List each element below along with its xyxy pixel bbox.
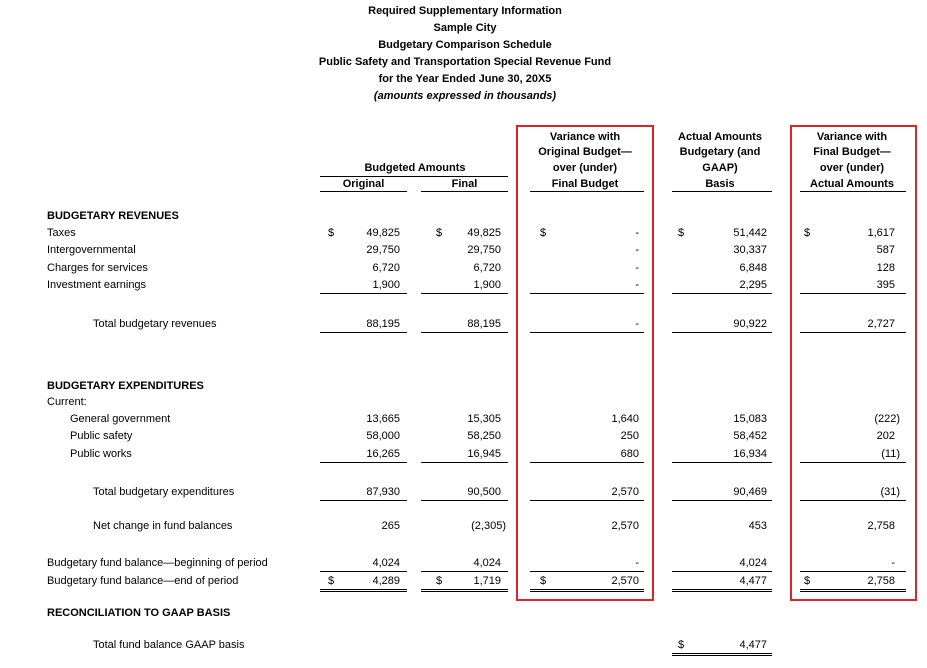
cell-fbbegin-original: 4,024 xyxy=(372,557,400,569)
row-label-public-works: Public works xyxy=(70,448,132,460)
dollar-sign: $ xyxy=(678,639,685,651)
variance-original-header-2: Original Budget— xyxy=(538,146,632,158)
cell-gengov-actual: 15,083 xyxy=(733,413,767,425)
cell-intergov-variance-final: 587 xyxy=(876,244,895,256)
variance-final-header-1: Variance with xyxy=(816,131,888,143)
cell-pubsafety-variance-final: 202 xyxy=(876,430,895,442)
cell-pubsafety-final: 58,250 xyxy=(467,430,501,442)
section-budgetary-revenues: BUDGETARY REVENUES xyxy=(47,210,179,222)
cell-fbend-final: 1,719 xyxy=(473,575,501,587)
actual-header-1: Actual Amounts xyxy=(678,131,762,143)
dollar-sign: $ xyxy=(436,575,443,587)
cell-intergov-variance-original: - xyxy=(635,244,639,256)
budgeted-amounts-header: Budgeted Amounts xyxy=(364,162,466,174)
actual-header-4: Basis xyxy=(705,178,735,190)
cell-pubworks-variance-original: 680 xyxy=(620,448,639,460)
cell-intergov-original: 29,750 xyxy=(366,244,400,256)
cell-invest-actual: 2,295 xyxy=(739,279,767,291)
row-label-investment: Investment earnings xyxy=(47,279,147,291)
cell-charges-actual: 6,848 xyxy=(739,262,767,274)
cell-pubworks-original: 16,265 xyxy=(366,448,400,460)
original-header: Original xyxy=(342,178,385,190)
cell-intergov-actual: 30,337 xyxy=(733,244,767,256)
cell-netchange-final: (2,305) xyxy=(471,520,506,532)
row-label-total-expenditures: Total budgetary expenditures xyxy=(93,486,235,498)
cell-totalrev-variance-final: 2,727 xyxy=(867,318,895,330)
cell-intergov-final: 29,750 xyxy=(467,244,501,256)
cell-gaap-actual: 4,477 xyxy=(739,639,767,651)
cell-pubsafety-original: 58,000 xyxy=(366,430,400,442)
cell-netchange-actual: 453 xyxy=(748,520,767,532)
cell-totalexp-original: 87,930 xyxy=(366,486,400,498)
cell-invest-original: 1,900 xyxy=(372,279,400,291)
section-current: Current: xyxy=(47,396,87,408)
dollar-sign: $ xyxy=(540,575,547,587)
cell-totalrev-variance-original: - xyxy=(635,318,639,330)
actual-header-3: GAAP) xyxy=(702,162,738,174)
report-subtitle-units: (amounts expressed in thousands) xyxy=(373,90,557,102)
variance-final-header-4: Actual Amounts xyxy=(810,178,894,190)
actual-header-2: Budgetary (and xyxy=(679,146,761,158)
cell-fbend-variance-final: 2,758 xyxy=(867,575,895,587)
cell-gengov-original: 13,665 xyxy=(366,413,400,425)
cell-charges-variance-original: - xyxy=(635,262,639,274)
cell-fbend-actual: 4,477 xyxy=(739,575,767,587)
cell-taxes-final: 49,825 xyxy=(467,227,501,239)
cell-netchange-variance-original: 2,570 xyxy=(611,520,639,532)
cell-fbbegin-variance-original: - xyxy=(635,557,639,569)
report-title-line-5: for the Year Ended June 30, 20X5 xyxy=(378,73,552,85)
cell-totalexp-final: 90,500 xyxy=(467,486,501,498)
row-label-intergovernmental: Intergovernmental xyxy=(47,244,136,256)
final-header: Final xyxy=(451,178,478,190)
variance-final-header-3: over (under) xyxy=(819,162,885,174)
dollar-sign: $ xyxy=(436,227,443,239)
dollar-sign: $ xyxy=(678,227,685,239)
cell-invest-variance-final: 395 xyxy=(876,279,895,291)
variance-original-header-3: over (under) xyxy=(552,162,618,174)
row-label-fund-balance-end: Budgetary fund balance—end of period xyxy=(47,575,239,587)
cell-totalexp-variance-original: 2,570 xyxy=(611,486,639,498)
cell-totalexp-actual: 90,469 xyxy=(733,486,767,498)
variance-final-header-2: Final Budget— xyxy=(813,146,891,158)
cell-pubsafety-actual: 58,452 xyxy=(733,430,767,442)
dollar-sign: $ xyxy=(804,575,811,587)
cell-taxes-original: 49,825 xyxy=(366,227,400,239)
cell-invest-variance-original: - xyxy=(635,279,639,291)
cell-pubsafety-variance-original: 250 xyxy=(620,430,639,442)
cell-charges-original: 6,720 xyxy=(372,262,400,274)
cell-totalrev-actual: 90,922 xyxy=(733,318,767,330)
cell-gengov-final: 15,305 xyxy=(467,413,501,425)
report-title-line-4: Public Safety and Transportation Special Revenue Fund xyxy=(318,56,612,68)
row-label-general-government: General government xyxy=(70,413,171,425)
row-label-net-change: Net change in fund balances xyxy=(93,520,233,532)
cell-fbbegin-variance-final: - xyxy=(891,557,895,569)
cell-fbend-original: 4,289 xyxy=(372,575,400,587)
cell-fbend-variance-original: 2,570 xyxy=(611,575,639,587)
cell-totalexp-variance-final: (31) xyxy=(880,486,900,498)
cell-gengov-variance-original: 1,640 xyxy=(611,413,639,425)
cell-netchange-original: 265 xyxy=(381,520,400,532)
row-label-total-revenues: Total budgetary revenues xyxy=(93,318,217,330)
report-title-line-2: Sample City xyxy=(433,22,497,34)
cell-pubworks-variance-final: (11) xyxy=(881,448,900,460)
row-label-taxes: Taxes xyxy=(47,227,76,239)
dollar-sign: $ xyxy=(804,227,811,239)
row-label-gaap-basis: Total fund balance GAAP basis xyxy=(93,639,245,651)
cell-pubworks-actual: 16,934 xyxy=(733,448,767,460)
cell-totalrev-original: 88,195 xyxy=(366,318,400,330)
cell-invest-final: 1,900 xyxy=(473,279,501,291)
cell-taxes-variance-original: - xyxy=(635,227,639,239)
cell-totalrev-final: 88,195 xyxy=(467,318,501,330)
row-label-charges: Charges for services xyxy=(47,262,148,274)
cell-netchange-variance-final: 2,758 xyxy=(867,520,895,532)
variance-original-header-1: Variance with xyxy=(549,131,621,143)
section-reconciliation: RECONCILIATION TO GAAP BASIS xyxy=(47,607,231,619)
cell-charges-final: 6,720 xyxy=(473,262,501,274)
row-label-public-safety: Public safety xyxy=(70,430,133,442)
report-title-line-1: Required Supplementary Information xyxy=(368,5,562,17)
cell-charges-variance-final: 128 xyxy=(876,262,895,274)
dollar-sign: $ xyxy=(540,227,547,239)
cell-taxes-variance-final: 1,617 xyxy=(867,227,895,239)
cell-gengov-variance-final: (222) xyxy=(874,413,900,425)
cell-fbbegin-actual: 4,024 xyxy=(739,557,767,569)
dollar-sign: $ xyxy=(328,575,335,587)
section-budgetary-expenditures: BUDGETARY EXPENDITURES xyxy=(47,380,204,392)
report-title-line-3: Budgetary Comparison Schedule xyxy=(378,39,552,51)
cell-pubworks-final: 16,945 xyxy=(467,448,501,460)
variance-original-header-4: Final Budget xyxy=(551,178,619,190)
row-label-fund-balance-beginning: Budgetary fund balance—beginning of period xyxy=(47,557,268,569)
dollar-sign: $ xyxy=(328,227,335,239)
cell-taxes-actual: 51,442 xyxy=(733,227,767,239)
cell-fbbegin-final: 4,024 xyxy=(473,557,501,569)
